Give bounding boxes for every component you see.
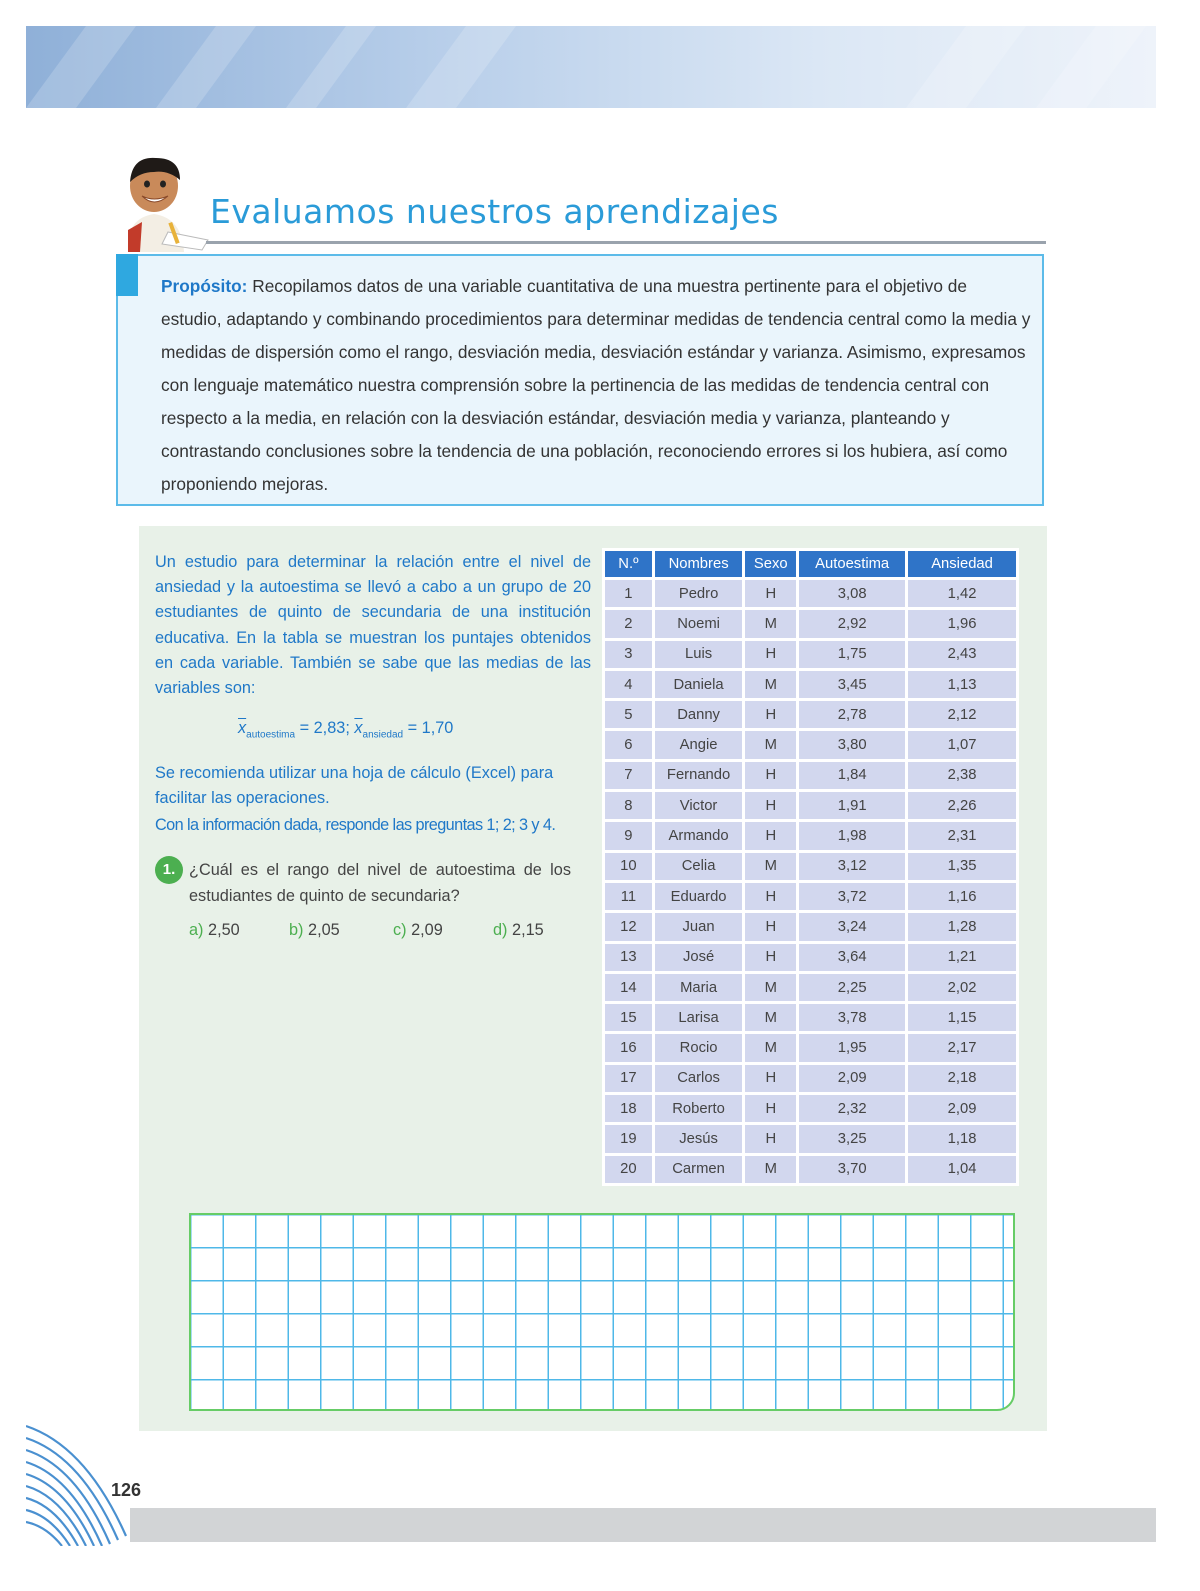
cell-sex: H <box>745 1125 796 1152</box>
cell-name: Luis <box>655 641 743 668</box>
cell-sex: M <box>745 610 796 637</box>
cell-name: José <box>655 944 743 971</box>
table-row <box>605 883 1016 910</box>
cell-autoestima: 2,92 <box>799 610 905 637</box>
cell-name: Danny <box>655 701 743 728</box>
formula-sub-ansiedad: ansiedad <box>362 729 404 741</box>
table-row <box>605 1004 1016 1031</box>
cell-ansiedad: 1,42 <box>908 580 1016 607</box>
cell-ansiedad: 1,15 <box>908 1004 1016 1031</box>
cell-ansiedad: 2,26 <box>908 792 1016 819</box>
cell-sex: H <box>745 762 796 789</box>
table-row <box>605 1065 1016 1092</box>
cell-number: 20 <box>605 1156 652 1183</box>
cell-name: Fernando <box>655 762 743 789</box>
cell-autoestima: 3,25 <box>799 1125 905 1152</box>
cell-number: 7 <box>605 762 652 789</box>
cell-number: 12 <box>605 913 652 940</box>
cell-autoestima: 3,45 <box>799 671 905 698</box>
table-row <box>605 792 1016 819</box>
cell-name: Carmen <box>655 1156 743 1183</box>
cell-number: 16 <box>605 1034 652 1061</box>
means-formula <box>238 719 453 740</box>
table-header-row <box>605 551 1016 577</box>
cell-name: Juan <box>655 913 743 940</box>
cell-sex: H <box>745 1095 796 1122</box>
cell-autoestima: 3,80 <box>799 731 905 758</box>
cell-name: Jesús <box>655 1125 743 1152</box>
cell-name: Noemi <box>655 610 743 637</box>
cell-ansiedad: 2,02 <box>908 974 1016 1001</box>
table-row <box>605 580 1016 607</box>
mean-symbol-ansiedad: $\overline{x}$ <box>354 719 363 737</box>
cell-autoestima: 2,78 <box>799 701 905 728</box>
header-ansiedad: Ansiedad <box>908 551 1016 577</box>
table-row <box>605 1095 1016 1122</box>
cell-number: 19 <box>605 1125 652 1152</box>
cell-name: Roberto <box>655 1095 743 1122</box>
cell-number: 8 <box>605 792 652 819</box>
option-b[interactable] <box>289 921 340 940</box>
cell-ansiedad: 2,38 <box>908 762 1016 789</box>
purpose-tab-marker <box>116 254 138 296</box>
cell-ansiedad: 1,96 <box>908 610 1016 637</box>
cell-sex: M <box>745 853 796 880</box>
cell-number: 14 <box>605 974 652 1001</box>
cell-name: Maria <box>655 974 743 1001</box>
cell-name: Pedro <box>655 580 743 607</box>
cell-ansiedad: 2,31 <box>908 822 1016 849</box>
cell-autoestima: 3,24 <box>799 913 905 940</box>
cell-sex: H <box>745 944 796 971</box>
cell-sex: H <box>745 792 796 819</box>
header-names: Nombres <box>655 551 743 577</box>
header-number: N.º <box>605 551 652 577</box>
cell-number: 3 <box>605 641 652 668</box>
table-row <box>605 944 1016 971</box>
cell-number: 18 <box>605 1095 652 1122</box>
table-row <box>605 1156 1016 1183</box>
option-letter: b) <box>289 921 304 939</box>
cell-autoestima: 1,75 <box>799 641 905 668</box>
cell-number: 13 <box>605 944 652 971</box>
option-value: 2,09 <box>411 921 443 939</box>
title-divider <box>206 241 1046 244</box>
page-title: Evaluamos nuestros aprendizajes <box>210 192 779 231</box>
cell-sex: H <box>745 883 796 910</box>
cell-autoestima: 3,08 <box>799 580 905 607</box>
cell-name: Carlos <box>655 1065 743 1092</box>
cell-ansiedad: 2,43 <box>908 641 1016 668</box>
cell-autoestima: 3,64 <box>799 944 905 971</box>
cell-ansiedad: 1,28 <box>908 913 1016 940</box>
cell-ansiedad: 2,09 <box>908 1095 1016 1122</box>
cell-sex: H <box>745 1065 796 1092</box>
table-row <box>605 762 1016 789</box>
cell-number: 4 <box>605 671 652 698</box>
table-row <box>605 671 1016 698</box>
cell-autoestima: 1,84 <box>799 762 905 789</box>
excel-recommendation: Se recomienda utilizar una hoja de cálculo (Excel) para facilitar las operaciones. <box>155 764 554 808</box>
option-letter: c) <box>393 921 407 939</box>
cell-number: 5 <box>605 701 652 728</box>
cell-name: Celia <box>655 853 743 880</box>
cell-autoestima: 3,72 <box>799 883 905 910</box>
table-row <box>605 913 1016 940</box>
cell-sex: H <box>745 701 796 728</box>
cell-ansiedad: 2,18 <box>908 1065 1016 1092</box>
cell-sex: M <box>745 1156 796 1183</box>
cell-autoestima: 3,12 <box>799 853 905 880</box>
cell-autoestima: 1,91 <box>799 792 905 819</box>
cell-name: Rocio <box>655 1034 743 1061</box>
student-mascot-icon <box>118 152 210 252</box>
cell-sex: H <box>745 641 796 668</box>
purpose-text <box>161 270 1031 501</box>
option-value: 2,05 <box>308 921 340 939</box>
cell-number: 10 <box>605 853 652 880</box>
cell-sex: H <box>745 580 796 607</box>
cell-sex: H <box>745 913 796 940</box>
cell-name: Victor <box>655 792 743 819</box>
cell-ansiedad: 1,07 <box>908 731 1016 758</box>
purpose-box <box>116 254 1044 506</box>
cell-ansiedad: 1,13 <box>908 671 1016 698</box>
header-autoestima: Autoestima <box>799 551 905 577</box>
option-letter: d) <box>493 921 508 939</box>
banner-stripes <box>26 26 1156 108</box>
cell-sex: M <box>745 671 796 698</box>
cell-ansiedad: 1,35 <box>908 853 1016 880</box>
top-banner <box>26 26 1156 108</box>
cell-ansiedad: 1,16 <box>908 883 1016 910</box>
table-row <box>605 1125 1016 1152</box>
cell-name: Daniela <box>655 671 743 698</box>
cell-autoestima: 2,09 <box>799 1065 905 1092</box>
table-row <box>605 822 1016 849</box>
cell-ansiedad: 2,12 <box>908 701 1016 728</box>
cell-sex: M <box>745 1004 796 1031</box>
cell-autoestima: 2,25 <box>799 974 905 1001</box>
table-row <box>605 610 1016 637</box>
cell-autoestima: 3,70 <box>799 1156 905 1183</box>
cell-number: 1 <box>605 580 652 607</box>
cell-number: 6 <box>605 731 652 758</box>
cell-ansiedad: 2,17 <box>908 1034 1016 1061</box>
option-d[interactable] <box>493 921 544 940</box>
table-row <box>605 974 1016 1001</box>
option-c[interactable] <box>393 921 443 940</box>
mean-symbol-autoestima: $\overline{x}$ <box>238 719 247 737</box>
cell-ansiedad: 1,21 <box>908 944 1016 971</box>
cell-sex: M <box>745 1034 796 1061</box>
option-value: 2,50 <box>208 921 240 939</box>
option-a[interactable] <box>189 921 240 940</box>
cell-autoestima: 1,98 <box>799 822 905 849</box>
table-row <box>605 853 1016 880</box>
table-row <box>605 641 1016 668</box>
instruction-text: Con la información dada, responde las preguntas 1; 2; 3 y 4. <box>155 816 556 834</box>
cell-ansiedad: 1,04 <box>908 1156 1016 1183</box>
table-row <box>605 1034 1016 1061</box>
option-value: 2,15 <box>512 921 544 939</box>
cell-name: Larisa <box>655 1004 743 1031</box>
cell-ansiedad: 1,18 <box>908 1125 1016 1152</box>
cell-name: Armando <box>655 822 743 849</box>
scores-table <box>602 548 1019 1186</box>
cell-autoestima: 3,78 <box>799 1004 905 1031</box>
cell-number: 2 <box>605 610 652 637</box>
formula-value-ansiedad: = 1,70 <box>407 719 454 737</box>
cell-number: 15 <box>605 1004 652 1031</box>
table-row <box>605 701 1016 728</box>
answer-grid[interactable] <box>189 1213 1015 1411</box>
cell-autoestima: 2,32 <box>799 1095 905 1122</box>
purpose-body: Recopilamos datos de una variable cuantitativa de una muestra pertinente para el objetivo de estudio, adaptando y combinando procedimientos para determinar medidas de tendencia central como la media y medidas de dispersión como el rango, desviación media, desviación estándar y varianza. Asimismo, expresamos con lenguaje matemático nuestra comprensión sobre la pertinencia de las medidas de tendencia central con respecto a la media, en relación con la desviación estándar, desviación media y varianza, planteando y contrastando conclusiones sobre la tendencia de una población, reconociendo errores si los hubiera, así como proponiendo mejoras. <box>161 276 1031 494</box>
cell-number: 11 <box>605 883 652 910</box>
table-row <box>605 731 1016 758</box>
formula-sub-autoestima: autoestima <box>246 729 296 741</box>
formula-value-autoestima: = 2,83; <box>299 719 350 737</box>
option-letter: a) <box>189 921 204 939</box>
intro-paragraph: Un estudio para determinar la relación entre el nivel de ansiedad y la autoestima se llevó a cabo a un grupo de 20 estudiantes de quinto de secundaria de una institución educativa. En la tabla se muestran los puntajes obtenidos en cada variable. También se sabe que las medias de las variables son: <box>155 553 591 698</box>
purpose-label: Propósito: <box>161 276 248 296</box>
cell-sex: M <box>745 731 796 758</box>
page-number: 126 <box>111 1480 142 1500</box>
cell-sex: M <box>745 974 796 1001</box>
header-sex: Sexo <box>745 551 796 577</box>
cell-name: Angie <box>655 731 743 758</box>
question-text: ¿Cuál es el rango del nivel de autoestima de los estudiantes de quinto de secundaria? <box>189 861 571 905</box>
footer-bar <box>130 1508 1156 1542</box>
cell-name: Eduardo <box>655 883 743 910</box>
cell-number: 17 <box>605 1065 652 1092</box>
cell-number: 9 <box>605 822 652 849</box>
cell-autoestima: 1,95 <box>799 1034 905 1061</box>
cell-sex: H <box>745 822 796 849</box>
question-number-badge: 1. <box>155 856 183 884</box>
